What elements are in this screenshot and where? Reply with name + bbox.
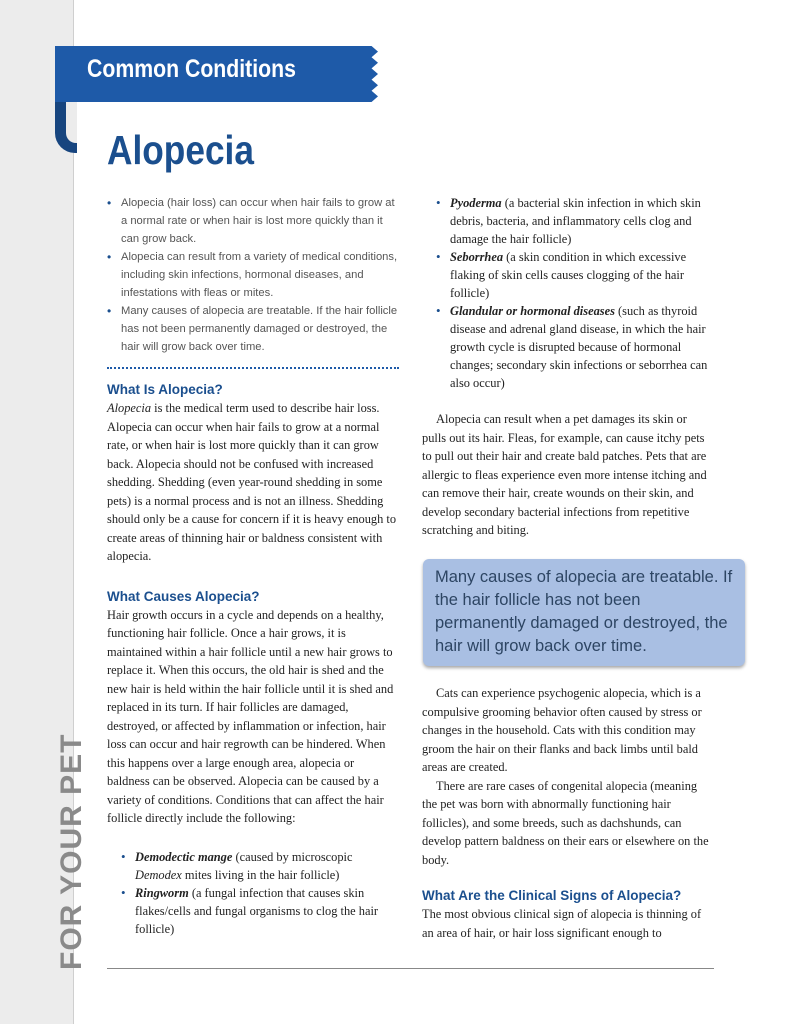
right-column-lower (422, 684, 714, 942)
clinical-signs-heading: What Are the Clinical Signs of Alopecia? (422, 888, 682, 903)
banner-curl-inner (66, 95, 77, 143)
summary-item: • Alopecia (hair loss) can occur when hair fails to grow at a normal rate or when hair is lost more quickly than it can grow back. (107, 196, 395, 245)
right-column (422, 194, 714, 540)
what-causes-paragraph: Hair growth occurs in a cycle and depends on a healthy, functioning hair follicle. Once a hair grows, it is maintained within a hair follicle until a new hair grows to replace it. When this occurs, the old hair is shed and the new hair is held within the hair follicle until it is shed and replaced in its turn. If hair follicles are damaged, destroyed, or affected by inflammation or infection, hair loss can occur and hair regrowth can be hindered. When this happens over a large enough area, alopecia or baldness can be observed. Alopecia can be caused by a variety of conditions. Conditions that can affect the hair follicle directly include the following: (107, 607, 394, 825)
bullet-icon: • (436, 195, 441, 210)
callout-text: Many causes of alopecia are treatable. If the hair follicle has not been permanently damaged or destroyed, the hair will grow back over time. (435, 568, 733, 655)
bullet-icon: • (121, 884, 126, 900)
what-is-heading: What Is Alopecia? (107, 382, 223, 397)
dotted-divider (107, 367, 399, 369)
summary-list (107, 194, 399, 356)
what-is-term: Alopecia (107, 401, 152, 415)
what-causes-heading: What Causes Alopecia? (107, 588, 260, 604)
summary-item: • Alopecia can result from a variety of medical conditions, including skin infections, hormonal diseases, and infestations with fleas or mites. (107, 250, 398, 299)
cause-item: • Glandular or hormonal diseases (such as thyroid disease and adrenal gland disease, in which the hair growth cycle is disrupted because of hormonal changes; secondary skin infections or seborrhea can also occur) (436, 303, 708, 390)
self-trauma-paragraph: Alopecia can result when a pet damages its skin or pulls out its hair. Fleas, for example, can cause itchy pets to pull out their hair and create bald patches. Pets that are allergic to fleas experience even more intense itching and can remove their hair, create wounds on their skin, and develop secondary bacterial infections from repetitive scratching and biting. (422, 412, 707, 537)
causes-list-left (121, 848, 399, 938)
clinical-signs-paragraph: The most obvious clinical sign of alopecia is thinning of an area of hair, or hair loss significant enough to (422, 907, 702, 940)
causes-list-right (436, 194, 714, 392)
bullet-icon: • (436, 303, 441, 318)
callout-box (423, 559, 745, 666)
bullet-icon: • (436, 249, 441, 264)
summary-item: • Many causes of alopecia are treatable. If the hair follicle has not been permanently damaged or destroyed, the hair will grow back over time. (107, 304, 398, 353)
cause-item: • Ringworm (a fungal infection that causes skin flakes/cells and fungal organisms to clog the hair follicle) (121, 884, 379, 936)
bullet-icon: • (107, 196, 112, 210)
congenital-paragraph: There are rare cases of congenital alopecia (meaning the pet was born with abnormally functioning hair follicles), and some breeds, such as dachshunds, can develop pattern baldness on their ears or elsewhere on the body. (422, 778, 709, 867)
page-title: Alopecia (107, 127, 254, 173)
bullet-icon: • (107, 250, 112, 264)
what-is-paragraph: Alopecia is the medical term used to describe hair loss. Alopecia can occur when hair fails to grow at a normal rate, or when hair is lost more quickly than it can grow back. Alopecia should not be confused with increased shedding. Shedding (even year-round shedding in some pets) is a normal process and is not an illness. Shedding should only be a cause for concern if it is heavy enough to create areas of thinning hair or baldness consistent with alopecia. (107, 401, 397, 563)
bullet-icon: • (107, 304, 112, 318)
left-sidebar (0, 0, 88, 1024)
cause-item: • Seborrhea (a skin condition in which excessive flaking of skin cells causes clogging of the hair follicle) (436, 249, 687, 300)
footer-divider (107, 968, 714, 969)
cause-item: • Demodectic mange (caused by microscopic Demodex mites living in the hair follicle) (121, 848, 353, 882)
sidebar-vertical-label: FOR YOUR PET (55, 733, 88, 970)
psychogenic-paragraph: Cats can experience psychogenic alopecia, which is a compulsive grooming behavior often caused by stress or changes in the household. Cats with this condition may groom the hair on their flanks and back limbs until bald areas are created. (422, 686, 702, 774)
left-column (107, 194, 399, 938)
banner-title: Common Conditions (87, 55, 296, 83)
bullet-icon: • (121, 848, 126, 864)
cause-item: • Pyoderma (a bacterial skin infection in which skin debris, bacteria, and inflammatory cells clog and damage the hair follicle) (436, 195, 701, 246)
